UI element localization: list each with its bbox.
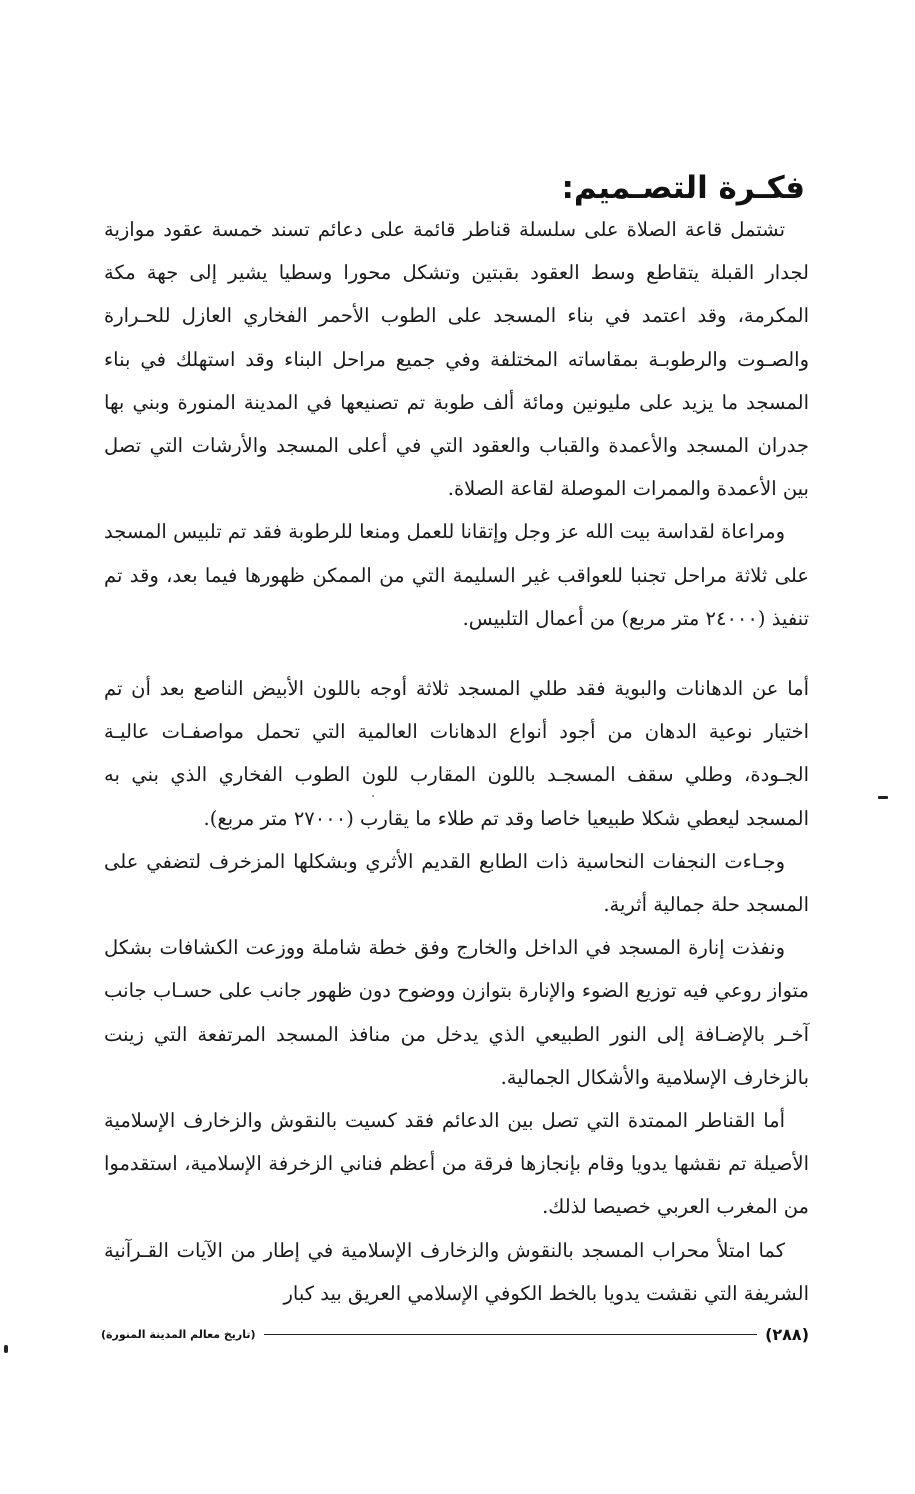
paragraph-plastering: ومراعاة لقداسة بيت الله عز وجل وإتقانا للعمل ومنعا للرطوبة فقد تم تلبيس المسجد على ثلاثة مراحل تجنبا للعواقب غير السليمة التي من الممكن ظهورها فيما بعد، وقد تم تنفيذ (٢٤٠٠٠ متر مربع) من أعمال التلبيس.	[104, 520, 809, 630]
edge-mark	[4, 1345, 8, 1353]
running-book-title: (تاريخ معالم المدينة المنورة)	[101, 1327, 256, 1341]
paragraph-arches: أما القناطر الممتدة التي تصل بين الدعائم فقد كسيت بالنقوش والزخارف الإسلامية الأصيلة تم نقشها يدويا وقام بإنجازها فرقة من أعظم فناني الزخرفة الإسلامية، استقدموا من المغرب العربي خصيصا لذلك.	[104, 1109, 809, 1219]
paragraph-paints: أما عن الدهانات والبوية فقد طلي المسجد ثلاثة أوجه باللون الأبيض الناصع بعد أن تم اختيار نوعية الدهان من أجود أنواع الدهانات العالمية التي تحمل مواصفـات عاليـة الجـودة، وطلي سقف المسجـد باللون المقارب للون الطوب الفخاري الذي بني به المسجد ليعطي شكلا طبيعيا خاصا وقد تم طلاء ما يقارب (٢٧٠٠٠ متر مربع).	[104, 677, 809, 830]
page-number: (٢٨٨)	[765, 1324, 809, 1344]
page-footer	[101, 1323, 809, 1345]
footer-divider	[264, 1334, 758, 1335]
paragraph-mihrab: كما امتلأ محراب المسجد بالنقوش والزخارف الإسلامية في إطار من الآيات القـرآنية الشريفة التي نقشت يدويا بالخط الكوفي الإسلامي العريق بيد كبار	[104, 1238, 809, 1305]
margin-mark	[878, 796, 888, 799]
paragraph-lighting: ونفذت إنارة المسجد في الداخل والخارج وفق خطة شاملة ووزعت الكشافات بشكل متواز روعي فيه توزيع الضوء والإنارة بتوازن ووضوح دون ظهور جانب على حسـاب جانب آخـر بالإضـافة إلى النور الطبيعي الذي يدخل من منافذ المسجد المرتفعة التي زينت بالزخارف الإسلامية والأشكال الجمالية.	[104, 936, 809, 1089]
paragraph-design-hall: تشتمل قاعة الصلاة على سلسلة قناطر قائمة على دعائم تسند خمسة عقود موازية لجدار القبلة يتقاطع وسط العقود بقبتين وتشكل محورا وسطيا يشير إلى جهة مكة المكرمة، وقد اعتمد في بناء المسجد على الطوب الأحمر الفخاري العازل للحـرارة والصـوت والرطوبـة بمقاساته المختلفة وفي جميع مراحل البناء وقد استهلك في بناء المسجد ما يزيد على مليونين ومائة ألف طوبة تم تصنيعها في المدينة المنورة وبني بها جدران المسجد والأعمدة والقباب والعقود التي في أعلى المسجد والأرشات التي تصل بين الأعمدة والممرات الموصلة لقاعة الصلاة.	[104, 218, 809, 501]
section-heading: فكـرة التصـميم:	[561, 170, 805, 206]
scan-speck	[372, 795, 374, 797]
paragraph-chandeliers: وجـاءت النجفات النحاسية ذات الطابع القديم الأثري وبشكلها المزخرف لتضفي على المسجد حلة جمالية أثرية.	[104, 849, 809, 917]
body-text	[104, 208, 809, 1315]
